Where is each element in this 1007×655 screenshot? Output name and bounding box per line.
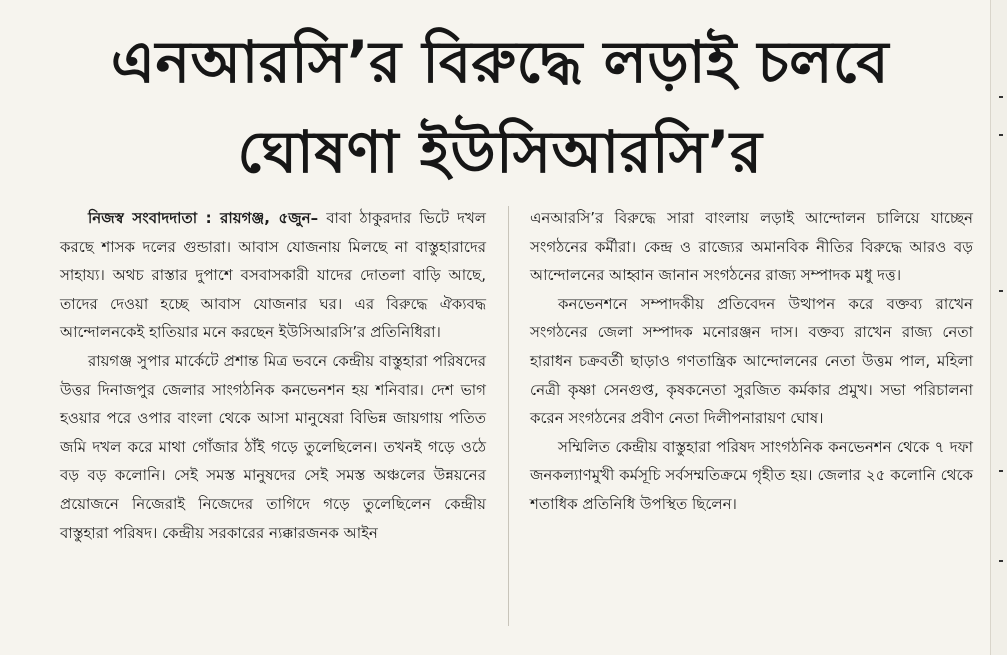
paragraph-text: বাবা ঠাকুরদার ভিটে দখল করছে শাসক দলের গুন্ডারা। আবাস যোজনায় মিলছে না বাস্তুহারাদের সাহায্য। অথচ রাস্তার দুপাশে বসবাসকারী যাদের দোতলা বাড়ি আছে, তাদের দেওয়া হচ্ছে আবাস যোজনার ঘর। এর বিরুদ্ধে ঐক্যবদ্ধ আন্দোলনকেই হাতিয়ার মনে করছেন ইউসিআরসি’র প্রতিনিধিরা। (60, 209, 486, 342)
article-paragraph: রায়গঞ্জ সুপার মার্কেটে প্রশান্ত মিত্র ভবনে কেন্দ্রীয় বাস্তুহারা পরিষদের উত্তর দিনাজপুর জেলার সাংগঠনিক কনভেনশন হয় শনিবার। দেশ ভাগ হওয়ার পরে ওপার বাংলা থেকে আসা মানুষেরা বিভিন্ন জায়গায় পতিত জমি দখল করে মাথা গোঁজার ঠাঁই গড়ে তুলেছিলেন। তখনই গড়ে ওঠে বড় বড় কলোনি। সেই সমস্ত মানুষদের সেই সমস্ত অঞ্চলের উন্নয়নের প্রয়োজনে নিজেরাই নিজেদের তাগিদে গড়ে তুলেছিলেন কেন্দ্রীয় বাস্তুহারা পরিষদ। কেন্দ্রীয় সরকারের ন্যক্কারজনক আইন (60, 351, 486, 542)
edge-tick-mark (999, 470, 1003, 472)
edge-tick-mark (999, 560, 1003, 562)
headline-line-2: ঘোষণা ইউসিআরসি’র (237, 118, 763, 186)
article-left-column (60, 204, 486, 547)
article-paragraph: এনআরসি’র বিরুদ্ধে সারা বাংলায় লড়াই আন্দোলন চালিয়ে যাচ্ছেন সংগঠনের কর্মীরা। কেন্দ্র ও রাজ্যের অমানবিক নীতির বিরুদ্ধে আরও বড় আন্দোলনের আহ্বান জানান সংগঠনের রাজ্য সম্পাদক মধু দত্ত। (530, 209, 973, 285)
edge-tick-mark (999, 96, 1003, 98)
dateline: নিজস্ব সংবাদদাতা : রায়গঞ্জ, ৫জুন– (88, 209, 319, 227)
edge-tick-mark (999, 290, 1003, 292)
column-divider (508, 206, 509, 626)
article-paragraph (60, 204, 486, 347)
headline-line-1: এনআরসি’র বিরুদ্ধে লড়াই চলবে (110, 28, 890, 96)
edge-tick-mark (999, 134, 1003, 136)
article-paragraph: কনভেনশনে সম্পাদকীয় প্রতিবেদন উত্থাপন করে বক্তব্য রাখেন সংগঠনের জেলা সম্পাদক মনোরঞ্জন দাস। বক্তব্য রাখেন রাজ্য নেতা হারাধন চক্রবর্তী ছাড়াও গণতান্ত্রিক আন্দোলনের নেতা উত্তম পাল, মহিলা নেত্রী কৃষ্ণা সেনগুপ্ত, কৃষকনেতা সুরজিত কর্মকার প্রমুখ। সভা পরিচালনা করেন সংগঠনের প্রবীণ নেতা দিলীপনারায়ণ ঘোষ। (530, 294, 973, 428)
adjacent-page-edge (990, 0, 1007, 655)
article-right-column (530, 204, 973, 519)
article-paragraph: সম্মিলিত কেন্দ্রীয় বাস্তুহারা পরিষদ সাংগঠনিক কনভেনশন থেকে ৭ দফা জনকল্যাণমুখী কর্মসূচি সর্বসম্মতিক্রমে গৃহীত হয়। জেলার ২৫ কলোনি থেকে শতাধিক প্রতিনিধি উপস্থিত ছিলেন। (530, 437, 973, 513)
